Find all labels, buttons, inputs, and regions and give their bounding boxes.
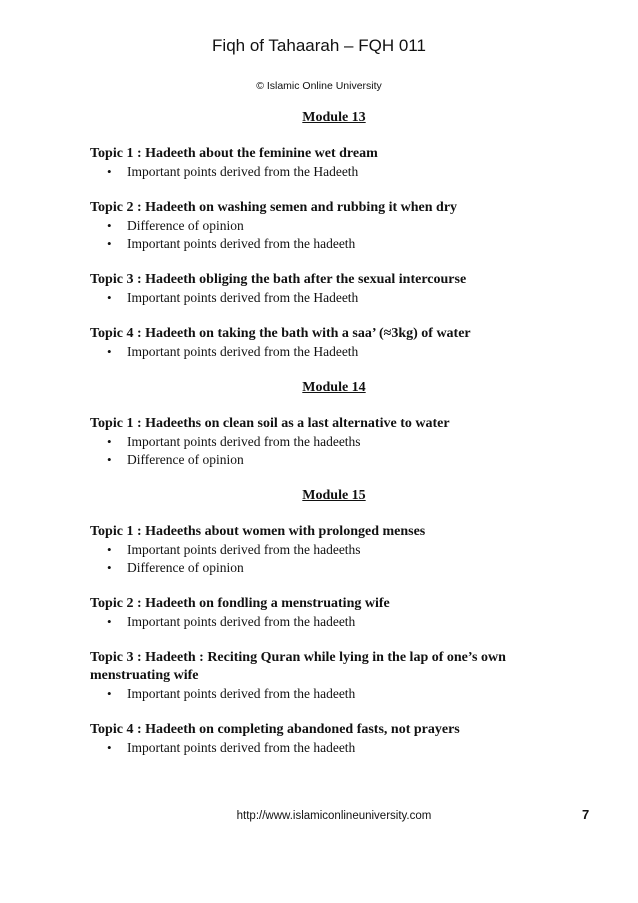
bullet-icon: • [107,542,112,557]
list-item-text: Difference of opinion [127,452,244,467]
topic-title: Topic 1 : Hadeeths on clean soil as a last alternative to water [90,416,450,431]
topic [90,199,540,253]
list-item-text: Important points derived from the hadeeths [127,434,361,449]
topic-title: Topic 1 : Hadeeth about the feminine wet dream [90,146,378,161]
footer-url: http://www.islamiconlineuniversity.com [236,810,432,822]
bullet-icon: • [107,236,112,251]
topic [90,649,540,703]
list-item-text: Important points derived from the hadeeth [127,740,356,755]
topic-title: Topic 2 : Hadeeth on washing semen and rubbing it when dry [90,200,458,215]
module-14 [90,379,540,469]
list-item [90,217,540,235]
list-item-text: Important points derived from the hadeeth [127,614,356,629]
bullet-list [90,289,540,307]
topic [90,523,540,577]
document-body [90,109,540,775]
bullet-icon: • [107,164,112,179]
list-item [90,289,540,307]
document-title: Fiqh of Tahaarah – FQH 011 [212,36,426,55]
module-13 [90,109,540,361]
list-item-text: Important points derived from the hadeeths [127,542,361,557]
list-item [90,559,540,577]
list-item-text: Difference of opinion [127,218,244,233]
bullet-icon: • [107,344,112,359]
list-item [90,451,540,469]
bullet-icon: • [107,218,112,233]
topic-title: Topic 3 : Hadeeth obliging the bath after the sexual intercourse [90,272,467,287]
bullet-icon: • [107,614,112,629]
module-title: Module 14 [302,380,366,395]
topic [90,145,540,181]
topic [90,271,540,307]
bullet-list [90,343,540,361]
list-item [90,433,540,451]
list-item [90,343,540,361]
bullet-list [90,217,540,253]
bullet-list [90,613,540,631]
bullet-icon: • [107,740,112,755]
list-item [90,613,540,631]
topic-title: Topic 2 : Hadeeth on fondling a menstruating wife [90,596,390,611]
list-item [90,739,540,757]
topic-title: Topic 1 : Hadeeths about women with prolonged menses [90,524,426,539]
topic-title: Topic 4 : Hadeeth on completing abandoned fasts, not prayers [90,722,460,737]
list-item [90,163,540,181]
bullet-icon: • [107,452,112,467]
document-copyright: © Islamic Online University [256,80,382,92]
list-item [90,235,540,253]
module-title: Module 15 [302,488,366,503]
bullet-list [90,739,540,757]
topic-title: Topic 3 : Hadeeth : Reciting Quran while lying in the lap of one’s own menstruating wife [90,650,506,683]
list-item-text: Important points derived from the hadeeth [127,236,356,251]
topic [90,721,540,757]
list-item [90,685,540,703]
bullet-icon: • [107,560,112,575]
list-item-text: Difference of opinion [127,560,244,575]
list-item-text: Important points derived from the Hadeeth [127,164,359,179]
bullet-list [90,541,540,577]
topic-title: Topic 4 : Hadeeth on taking the bath with a saa’ (≈3kg) of water [90,326,471,341]
topic [90,415,540,469]
list-item-text: Important points derived from the hadeeth [127,686,356,701]
topic [90,595,540,631]
bullet-list [90,433,540,469]
page-number: 7 [582,807,590,822]
list-item-text: Important points derived from the Hadeeth [127,344,359,359]
list-item-text: Important points derived from the Hadeeth [127,290,359,305]
list-item [90,541,540,559]
bullet-icon: • [107,434,112,449]
bullet-icon: • [107,290,112,305]
module-title: Module 13 [302,110,366,125]
bullet-list [90,685,540,703]
topic [90,325,540,361]
bullet-icon: • [107,686,112,701]
bullet-list [90,163,540,181]
module-15 [90,487,540,757]
